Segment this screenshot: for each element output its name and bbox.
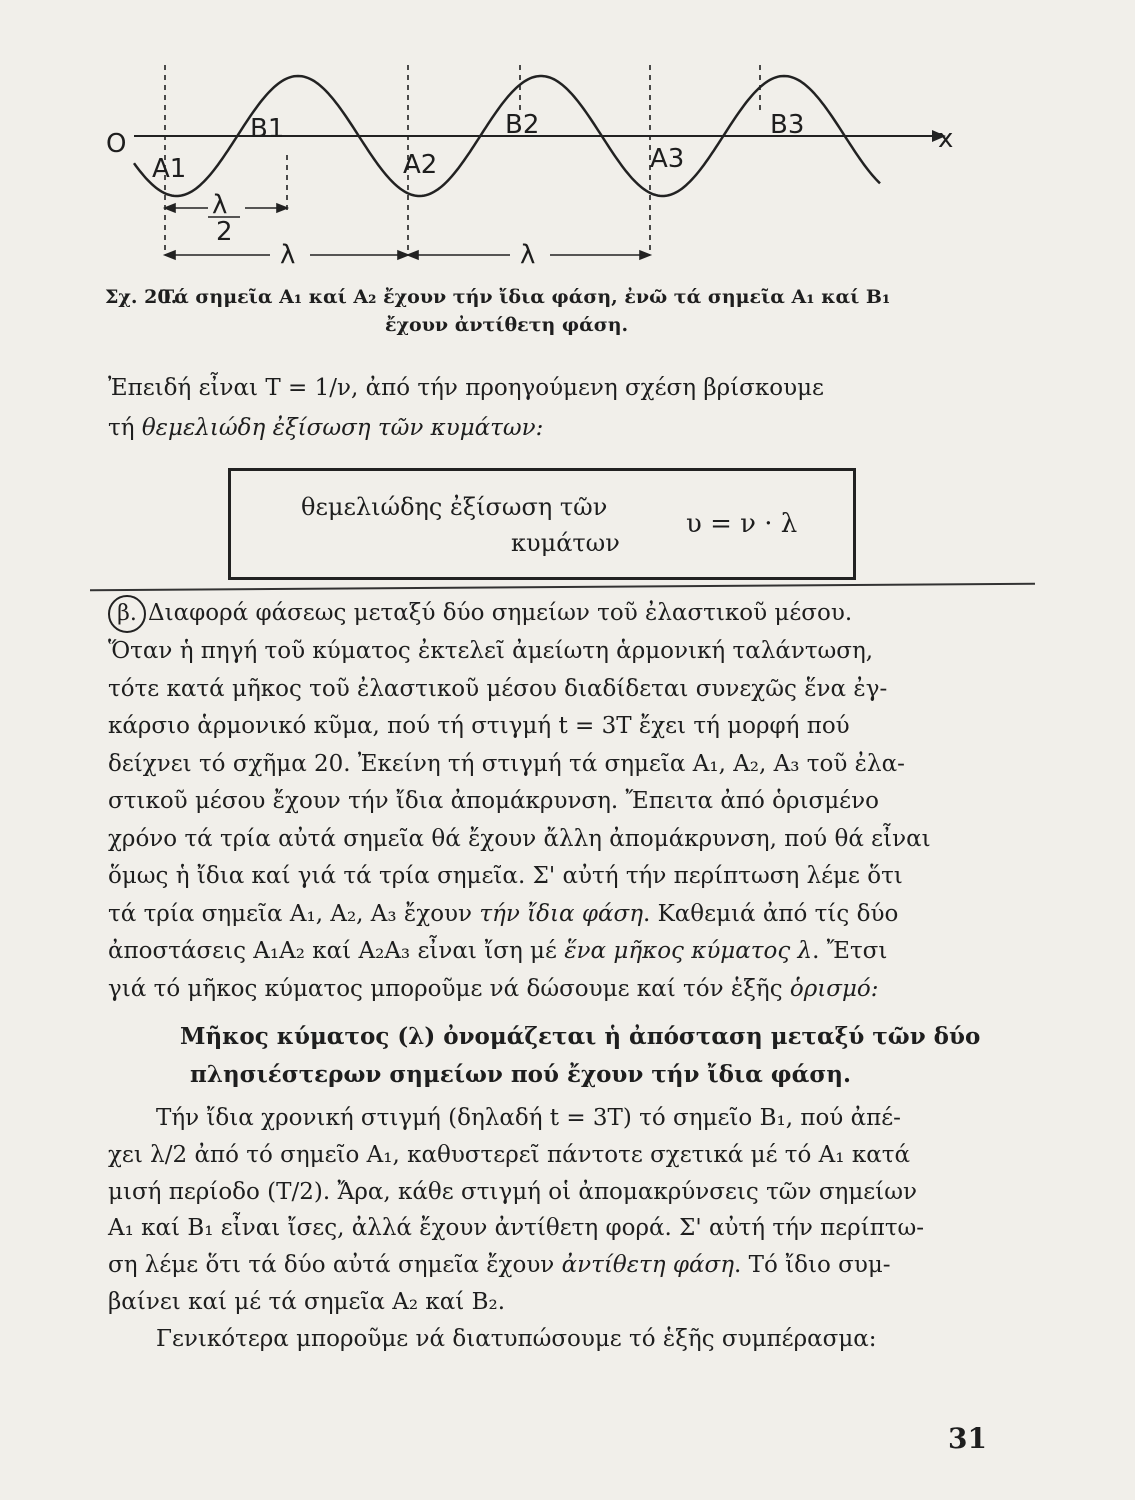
wave-diagram — [100, 55, 960, 290]
intro-line-1: Ἐπειδή εἶναι T = 1/ν, ἀπό τήν προηγούμενη σχέση βρίσκουμε — [108, 375, 824, 401]
point-B3-label: B3 — [770, 110, 805, 140]
half-lambda-numerator: λ — [212, 190, 228, 220]
half-lambda-denominator: 2 — [216, 217, 233, 247]
point-A3-label: A3 — [650, 144, 685, 174]
body-line: A₁ καί B₁ εἶναι ἴσες, ἀλλά ἔχουν ἀντίθετη φορά. Σ' αὐτή τήν περίπτω- — [108, 1215, 925, 1242]
body-line: γιά τό μῆκος κύματος μποροῦμε νά δώσουμε καί τόν ἑξῆς ὁρισμό: — [108, 975, 879, 1002]
body-line: δείχνει τό σχῆμα 20. Ἐκείνη τή στιγμή τά σημεῖα A₁, A₂, A₃ τοῦ ἐλα- — [108, 750, 905, 777]
body-line: τότε κατά μῆκος τοῦ ἐλαστικοῦ μέσου διαδίδεται συνεχῶς ἕνα ἐγ- — [108, 675, 888, 702]
origin-label: O — [106, 129, 127, 159]
formula-title-line-1: θεμελιώδης ἐξίσωση τῶν — [301, 493, 608, 521]
caption-line-2: ἔχουν ἀντίθετη φάση. — [385, 314, 629, 336]
body-line: ση λέμε ὅτι τά δύο αὐτά σημεῖα ἔχουν ἀντίθετη φάση. Τό ἴδιο συμ- — [108, 1252, 891, 1279]
definition-line-1: Μῆκος κύματος (λ) ὀνομάζεται ἡ ἀπόσταση μεταξύ τῶν δύο — [180, 1023, 981, 1050]
wave-figure — [100, 55, 960, 290]
intro-emphasis: θεμελιώδη ἐξίσωση τῶν κυμάτων: — [141, 415, 544, 441]
page-number: 31 — [948, 1422, 987, 1455]
section-divider — [90, 583, 1035, 592]
intro-paragraph — [108, 368, 970, 448]
body-line: Ὅταν ἡ πηγή τοῦ κύματος ἐκτελεῖ ἀμείωτη ἁρμονική ταλάντωση, — [108, 638, 874, 664]
x-axis-label: x — [938, 124, 954, 154]
lambda-label-2: λ — [520, 240, 536, 270]
section-beta — [108, 595, 978, 1008]
body-line: ὅμως ἡ ἴδια καί γιά τά τρία σημεῖα. Σ' αὐτή τήν περίπτωση λέμε ὅτι — [108, 863, 903, 889]
point-B1-label: B1 — [250, 114, 285, 144]
caption-line-1: Τά σημεῖα A₁ καί A₂ ἔχουν τήν ἴδια φάση, ἐνῶ τά σημεῖα A₁ καί B₁ — [160, 286, 891, 308]
dimension-lines — [165, 204, 650, 259]
point-A1-label: A1 — [152, 154, 187, 184]
definition-line-2: πλησιέστερων σημείων πού ἔχουν τήν ἴδια φάση. — [190, 1061, 852, 1088]
figure-number: Σχ. 20. — [105, 286, 178, 308]
body-line: μισή περίοδο (T/2). Ἄρα, κάθε στιγμή οἱ ἀπομακρύνσεις τῶν σημείων — [108, 1178, 917, 1205]
wavelength-definition — [180, 1018, 980, 1094]
body-line: στικοῦ μέσου ἔχουν τήν ἴδια ἀπομάκρυνση. Ἔπειτα ἀπό ὁρισμένο — [108, 788, 879, 814]
section-heading — [108, 595, 978, 633]
body-line: κάρσιο ἁρμονικό κῦμα, πού τή στιγμή t = 3T ἔχει τή μορφή πού — [108, 713, 850, 739]
body-line: χρόνο τά τρία αὐτά σημεῖα θά ἔχουν ἄλλη ἀπομάκρυνση, πού θά εἶναι — [108, 825, 931, 852]
body-line: Γενικότερα μποροῦμε νά διατυπώσουμε τό ἑξῆς συμπέρασμα: — [156, 1325, 877, 1352]
section-marker: β. — [108, 595, 146, 633]
point-A2-label: A2 — [403, 150, 438, 180]
formula-title-line-2: κυμάτων — [511, 529, 620, 557]
point-B2-label: B2 — [505, 110, 540, 140]
final-paragraph — [108, 1100, 978, 1358]
intro-line-2: τή θεμελιώδη ἐξίσωση τῶν κυμάτων: — [108, 415, 544, 441]
section-title: Διαφορά φάσεως μεταξύ δύο σημείων τοῦ ἐλαστικοῦ μέσου. — [148, 600, 853, 626]
body-line: βαίνει καί μέ τά σημεῖα A₂ καί B₂. — [108, 1288, 506, 1315]
body-line: ἀποστάσεις A₁A₂ καί A₂A₃ εἶναι ἴση μέ ἕνα μῆκος κύματος λ. Ἔτσι — [108, 938, 888, 964]
lambda-label-1: λ — [280, 240, 296, 270]
wave-equation: υ = ν · λ — [686, 509, 798, 539]
body-line: χει λ/2 ἀπό τό σημεῖο A₁, καθυστερεῖ πάντοτε σχετικά μέ τό A₁ κατά — [108, 1141, 910, 1168]
body-line: Τήν ἴδια χρονική στιγμή (δηλαδή t = 3T) τό σημεῖο B₁, πού ἀπέ- — [156, 1105, 901, 1131]
formula-box — [228, 468, 856, 580]
body-line: τά τρία σημεῖα A₁, A₂, A₃ ἔχουν τήν ἴδια φάση. Καθεμιά ἀπό τίς δύο — [108, 900, 899, 927]
